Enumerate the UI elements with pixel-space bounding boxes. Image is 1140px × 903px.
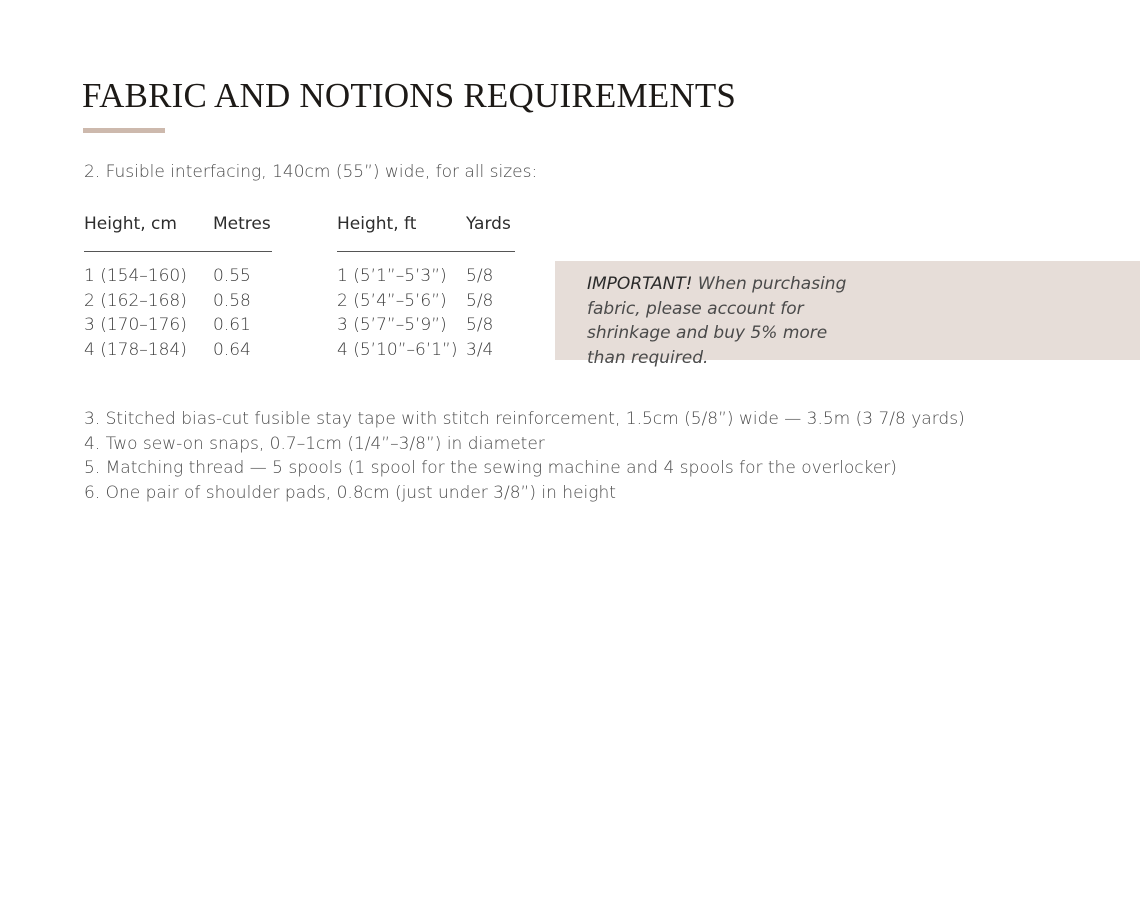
important-note-text: When purchasing fabric, please account for shrinkage and buy 5% more than required. <box>587 274 847 368</box>
height-cell: 3 (5’7”–5’9”) <box>337 315 447 336</box>
metric-table-header <box>84 214 272 252</box>
table-row <box>84 313 272 338</box>
important-note-box <box>555 261 1140 368</box>
list-item: 3. Stitched bias-cut fusible stay tape with stitch reinforcement, 1.5cm (5/8”) wide — 3.5m (3 7/8 yards) <box>84 409 965 429</box>
list-item: 6. One pair of shoulder pads, 0.8cm (just under 3/8”) in height <box>84 482 616 503</box>
table-row <box>337 289 515 314</box>
yards-cell: 5/8 <box>466 315 494 336</box>
height-cell: 2 (5’4”–5’6”) <box>337 290 447 311</box>
title-underline <box>83 128 165 133</box>
height-cell: 1 (154–160) <box>84 266 187 286</box>
yards-cell: 5/8 <box>466 266 494 286</box>
list-item: 4. Two sew-on snaps, 0.7–1cm (1/4”–3/8”) in diameter <box>84 433 545 454</box>
metres-cell: 0.55 <box>213 266 251 286</box>
important-note <box>587 272 862 370</box>
yards-header: Yards <box>466 214 511 234</box>
metric-size-table <box>84 214 272 362</box>
notions-list <box>84 407 965 505</box>
table-row <box>84 338 272 363</box>
metres-header: Metres <box>213 214 271 234</box>
list-item: 5. Matching thread — 5 spools (1 spool for the sewing machine and 4 spools for the overlocker) <box>84 458 897 479</box>
table-row <box>84 289 272 314</box>
yards-cell: 5/8 <box>466 290 494 311</box>
interfacing-intro: 2. Fusible interfacing, 140cm (55”) wide, for all sizes: <box>84 162 538 182</box>
table-row <box>337 313 515 338</box>
height-cell: 2 (162–168) <box>84 290 187 311</box>
metres-cell: 0.58 <box>213 290 251 311</box>
important-label: IMPORTANT! <box>587 274 693 294</box>
imperial-size-table <box>337 214 515 362</box>
page-title: FABRIC AND NOTIONS REQUIREMENTS <box>82 76 737 115</box>
table-row <box>337 264 515 289</box>
yards-cell: 3/4 <box>466 339 494 360</box>
table-row <box>337 338 515 363</box>
height-cell: 4 (5’10”–6’1”) <box>337 339 458 360</box>
metres-cell: 0.64 <box>213 339 251 360</box>
height-cell: 1 (5’1”–5’3”) <box>337 266 447 286</box>
metres-cell: 0.61 <box>213 315 251 336</box>
height-cell: 4 (178–184) <box>84 339 187 360</box>
table-row <box>84 264 272 289</box>
height-cell: 3 (170–176) <box>84 315 187 336</box>
height-ft-header: Height, ft <box>337 214 417 234</box>
height-cm-header: Height, cm <box>84 214 177 234</box>
imperial-table-header <box>337 214 515 252</box>
